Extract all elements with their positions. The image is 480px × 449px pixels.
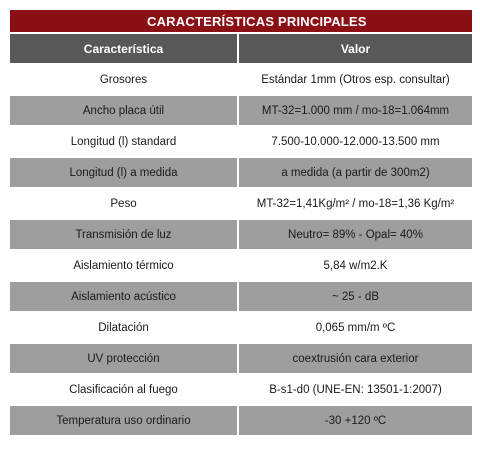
- row-label: Grosores: [10, 63, 239, 94]
- row-label: Aislamiento térmico: [10, 249, 239, 280]
- specs-table: [10, 34, 472, 435]
- row-value: 5,84 w/m2.K: [239, 249, 472, 280]
- header-caracteristica: Característica: [10, 34, 239, 63]
- table-row: [10, 125, 472, 156]
- row-value: Neutro= 89% - Opal= 40%: [239, 218, 472, 249]
- header-row: [10, 34, 472, 63]
- table-row: [10, 187, 472, 218]
- row-label: Longitud (l) standard: [10, 125, 239, 156]
- row-value: ~ 25 - dB: [239, 280, 472, 311]
- row-value: MT-32=1,41Kg/m² / mo-18=1,36 Kg/m²: [239, 187, 472, 218]
- row-value: B-s1-d0 (UNE-EN: 13501-1:2007): [239, 373, 472, 404]
- table-row: [10, 373, 472, 404]
- row-label: UV protección: [10, 342, 239, 373]
- row-value: 7.500-10.000-12.000-13.500 mm: [239, 125, 472, 156]
- table-row: [10, 156, 472, 187]
- table-row: [10, 218, 472, 249]
- row-value: 0,065 mm/m ºC: [239, 311, 472, 342]
- table-row: [10, 311, 472, 342]
- header-valor: Valor: [239, 34, 472, 63]
- table-row: [10, 249, 472, 280]
- row-label: Longitud (l) a medida: [10, 156, 239, 187]
- table-row: [10, 63, 472, 94]
- row-value: coextrusión cara exterior: [239, 342, 472, 373]
- table-row: [10, 342, 472, 373]
- row-label: Clasificación al fuego: [10, 373, 239, 404]
- row-label: Peso: [10, 187, 239, 218]
- table-row: [10, 94, 472, 125]
- table-row: [10, 280, 472, 311]
- row-label: Transmisión de luz: [10, 218, 239, 249]
- row-value: a medida (a partir de 300m2): [239, 156, 472, 187]
- row-label: Ancho placa útil: [10, 94, 239, 125]
- panel-title: CARACTERÍSTICAS PRINCIPALES: [10, 10, 472, 34]
- specs-panel: [10, 10, 472, 435]
- row-value: MT-32=1.000 mm / mo-18=1.064mm: [239, 94, 472, 125]
- row-label: Aislamiento acústico: [10, 280, 239, 311]
- row-value: -30 +120 ºC: [239, 404, 472, 435]
- row-label: Dilatación: [10, 311, 239, 342]
- row-value: Estándar 1mm (Otros esp. consultar): [239, 63, 472, 94]
- table-row: [10, 404, 472, 435]
- row-label: Temperatura uso ordinario: [10, 404, 239, 435]
